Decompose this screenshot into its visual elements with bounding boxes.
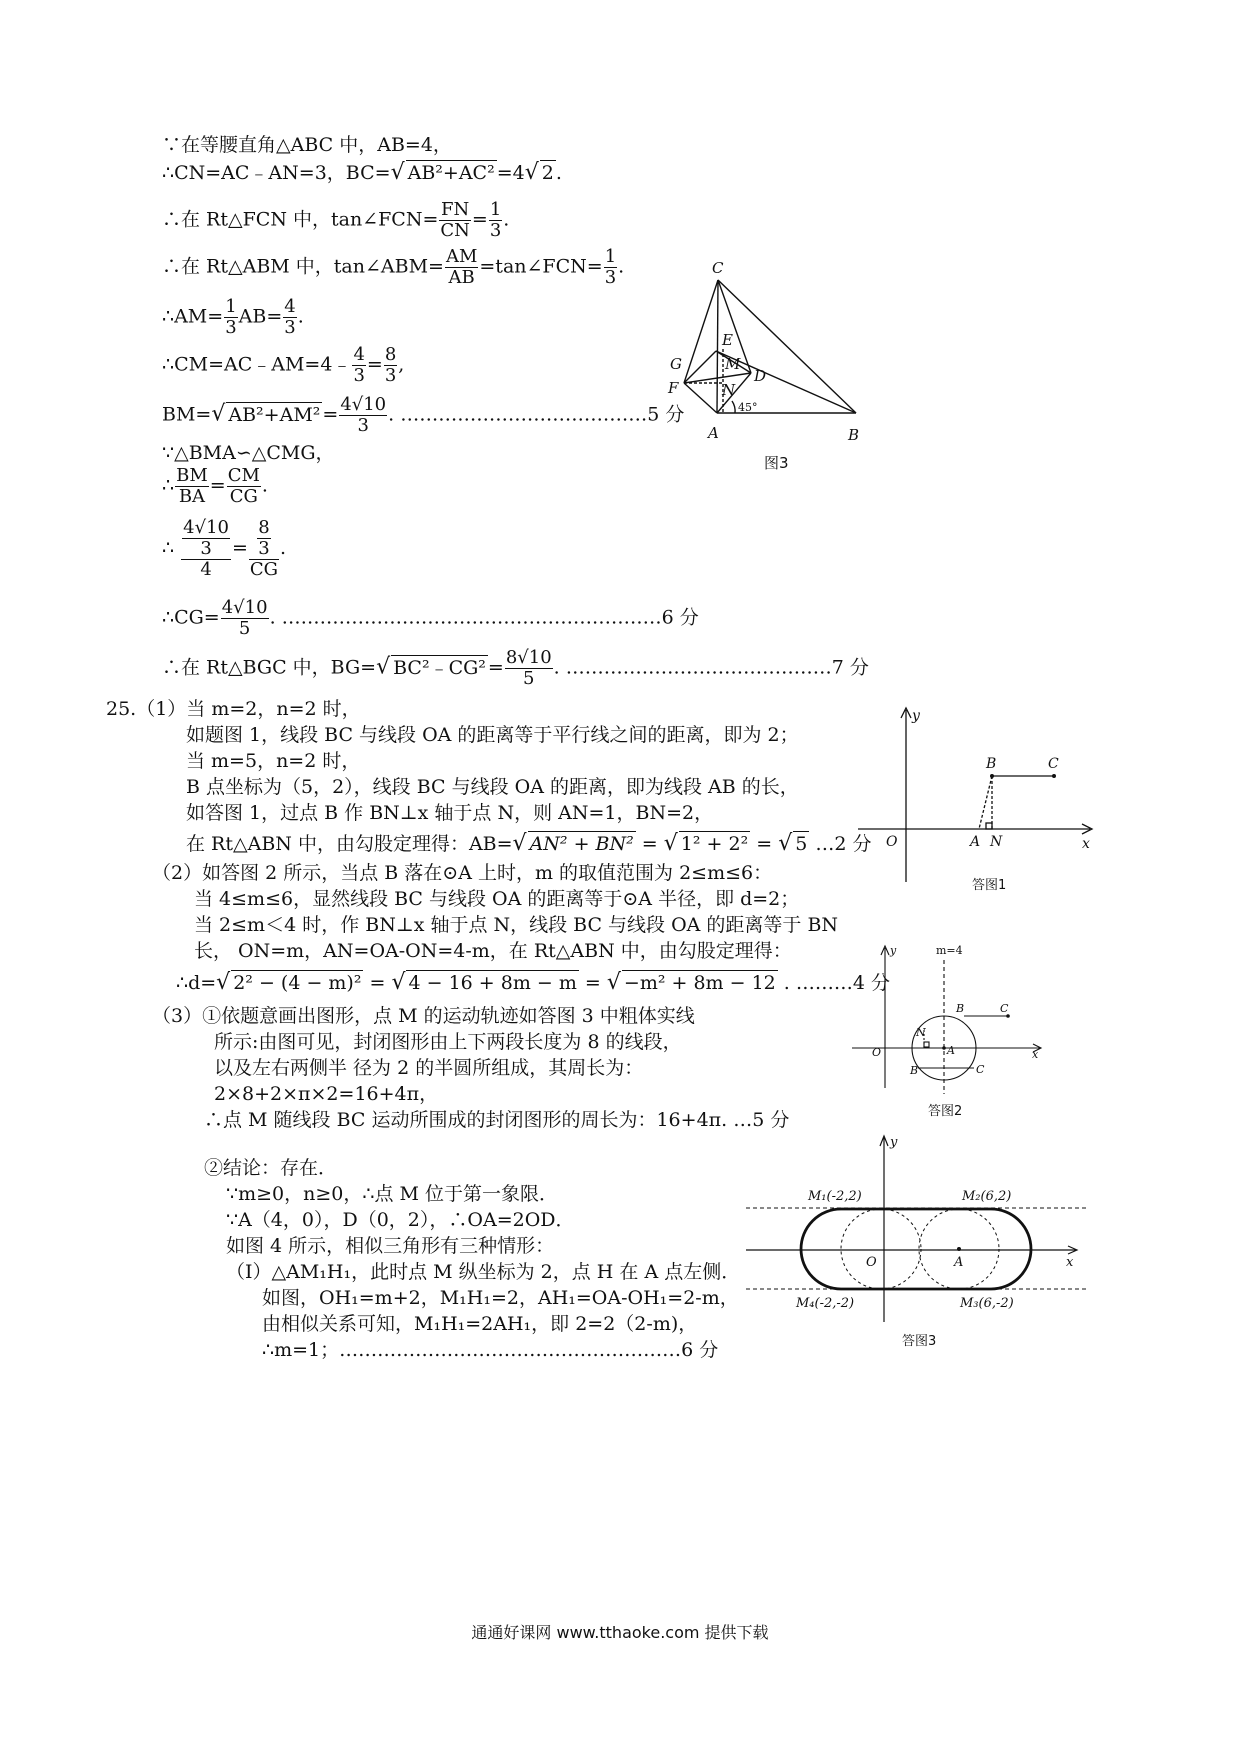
label-A: A — [970, 834, 981, 850]
label-C: C — [712, 259, 724, 277]
answer-figure-3 — [746, 1132, 1086, 1327]
q25-line-13: 所示:由图可见，封闭图形由上下两段长度为 8 的线段， — [214, 1031, 682, 1053]
label-x: x — [1082, 836, 1090, 852]
q25-line-6: 在 Rt△ABN 中，由勾股定理得：AB=√ AN² + BN² = √ 1² + 2² = √ 5 …2 分 — [186, 831, 872, 856]
label-B: B — [848, 426, 860, 444]
q25-line-12: （3）①依题意画出图形，点 M 的运动轨迹如答图 3 中粗体实线 — [152, 1005, 695, 1027]
label-M4: M₄(-2,-2) — [796, 1296, 855, 1311]
q25-line-22: 如图，OH₁=m+2，M₁H₁=2，AH₁=OA-OH₁=2-m， — [262, 1287, 739, 1309]
label-A: A — [954, 1255, 964, 1270]
answer-figure-1 — [858, 702, 1098, 897]
label-A: A — [708, 424, 719, 442]
label-G: G — [670, 355, 682, 373]
line-3: ∴在 Rt△FCN 中，tan∠FCN= $\frac{FN}{CN}$ = $\frac{1}{3}$ . — [162, 199, 510, 241]
label-C-top: C — [1000, 1002, 1009, 1015]
q25-line-4: B 点坐标为（5，2），线段 BC 与线段 OA 的距离，即为线段 AB 的长， — [186, 776, 799, 798]
label-y: y — [890, 1135, 898, 1150]
q25-line-19: ∵A（4，0），D（0，2），∴OA=2OD． — [226, 1209, 575, 1231]
line-4: ∴在 Rt△ABM 中，tan∠ABM= $\frac{AM}{AB}$ =tan∠FCN= $\frac{1}{3}$ . — [162, 246, 625, 288]
q25-line-2: 如题图 1，线段 BC 与线段 OA 的距离等于平行线之间的距离，即为 2； — [186, 724, 799, 746]
q25-line-20: 如图 4 所示，相似三角形有三种情形： — [226, 1235, 555, 1257]
q25-line-3: 当 m=5，n=2 时， — [186, 750, 361, 772]
q25-line-21: （I）△AM₁H₁，此时点 M 纵坐标为 2，点 H 在 A 点左侧． — [226, 1261, 741, 1283]
q25-line-7: （2）如答图 2 所示，当点 B 落在⊙A 上时，m 的取值范围为 2≤m≤6： — [152, 862, 773, 884]
label-B-bottom: B — [910, 1064, 919, 1077]
line-11: ∴CG= $\frac{4√10}{5}$ . ……………………………………………………6 分 — [162, 597, 699, 639]
line-6: ∴CM=AC﹣AM=4﹣ $\frac{4}{3}$ = $\frac{8}{3}$ , — [162, 344, 405, 386]
label-N: N — [722, 381, 736, 399]
label-C-bottom: C — [976, 1063, 985, 1076]
label-x: x — [1032, 1048, 1039, 1061]
line-1: ∵在等腰直角△ABC 中，AB=4， — [162, 134, 452, 156]
figure-3-caption: 图3 — [764, 454, 789, 472]
q25-line-17: ②结论：存在． — [204, 1157, 338, 1179]
label-A: A — [947, 1044, 955, 1057]
q25-line-10: 长， ON=m，AN=OA-ON=4-m，在 Rt△ABN 中，由勾股定理得： — [194, 940, 792, 962]
q25-line-5: 如答图 1，过点 B 作 BN⊥x 轴于点 N，则 AN=1，BN=2， — [186, 802, 714, 824]
line-10: ∴ $\frac{\frac{4√10}{3}}{4}$ = $\frac{\frac{8}{3}}{CG}$ . — [162, 517, 287, 580]
line-9: ∴ $\frac{BM}{BA}$ = $\frac{CM}{CG}$ . — [162, 465, 268, 507]
q25-line-11: ∴d=√ 2² − (4 − m)² = √ 4 − 16 + 8m − m = √ −m² + 8m − 12 . ………4 分 — [176, 970, 890, 995]
label-y: y — [912, 708, 920, 724]
label-O: O — [866, 1255, 877, 1270]
q25-line-24: ∴m=1；………………………………………………6 分 — [262, 1339, 719, 1361]
label-B-top: B — [956, 1002, 965, 1015]
q25-line-9: 当 2≤m＜4 时，作 BN⊥x 轴于点 N，线段 BC 与线段 OA 的距离等于 BN — [194, 914, 839, 936]
line-12: ∴在 Rt△BGC 中，BG=√ BC²﹣CG² = $\frac{8√10}{5}$ . ……………………………………7 分 — [162, 647, 869, 689]
label-F: F — [668, 379, 679, 397]
label-M2: M₂(6,2) — [962, 1189, 1012, 1204]
q25-line-18: ∵m≥0，n≥0，∴点 M 位于第一象限． — [226, 1183, 558, 1205]
label-N: N — [990, 834, 1003, 850]
label-O: O — [872, 1046, 882, 1059]
line-8: ∵△BMA∽△CMG， — [162, 442, 335, 464]
line-2: ∴CN=AC﹣AN=3，BC=√ AB²+AC² =4√ 2 . — [162, 160, 562, 185]
q25-line-8: 当 4≤m≤6，显然线段 BC 与线段 OA 的距离等于⊙A 半径，即 d=2； — [194, 888, 800, 910]
q25-line-14: 以及左右两侧半 径为 2 的半圆所组成，其周长为： — [214, 1057, 644, 1079]
answer-figure-3-caption: 答图3 — [902, 1334, 937, 1349]
label-B: B — [986, 756, 997, 772]
q25-line-15: 2×8+2×π×2=16+4π， — [214, 1083, 439, 1105]
q25-line-1: 25.（1）当 m=2，n=2 时， — [106, 698, 361, 720]
label-x: x — [1066, 1255, 1074, 1270]
label-y: y — [890, 944, 897, 957]
label-E: E — [722, 331, 733, 349]
answer-figure-1-caption: 答图1 — [972, 878, 1007, 893]
line-5: ∴AM= $\frac{1}{3}$ AB= $\frac{4}{3}$ . — [162, 296, 304, 338]
label-M: M — [725, 355, 741, 373]
label-D: D — [754, 367, 767, 385]
label-M1: M₁(-2,2) — [808, 1189, 862, 1204]
label-C: C — [1048, 756, 1059, 772]
angle-label: 45° — [738, 401, 758, 414]
line-7: BM=√ AB²+AM² = $\frac{4√10}{3}$ . …………………………………5 分 — [162, 394, 685, 436]
q25-line-16: ∴点 M 随线段 BC 运动所围成的封闭图形的周长为：16+4π. …5 分 — [204, 1109, 790, 1131]
q25-line-23: 由相似关系可知，M₁H₁=2AH₁，即 2=2（2-m)， — [262, 1313, 698, 1335]
figure-3 — [660, 255, 890, 480]
label-N: N — [916, 1026, 926, 1039]
label-M3: M₃(6,-2) — [960, 1296, 1014, 1311]
answer-figure-2-caption: 答图2 — [928, 1104, 963, 1119]
label-m4: m=4 — [936, 944, 963, 957]
footer-credit: 通通好课网 www.tthaoke.com 提供下载 — [471, 1623, 769, 1642]
answer-figure-2 — [852, 940, 1052, 1100]
label-O: O — [886, 834, 898, 850]
